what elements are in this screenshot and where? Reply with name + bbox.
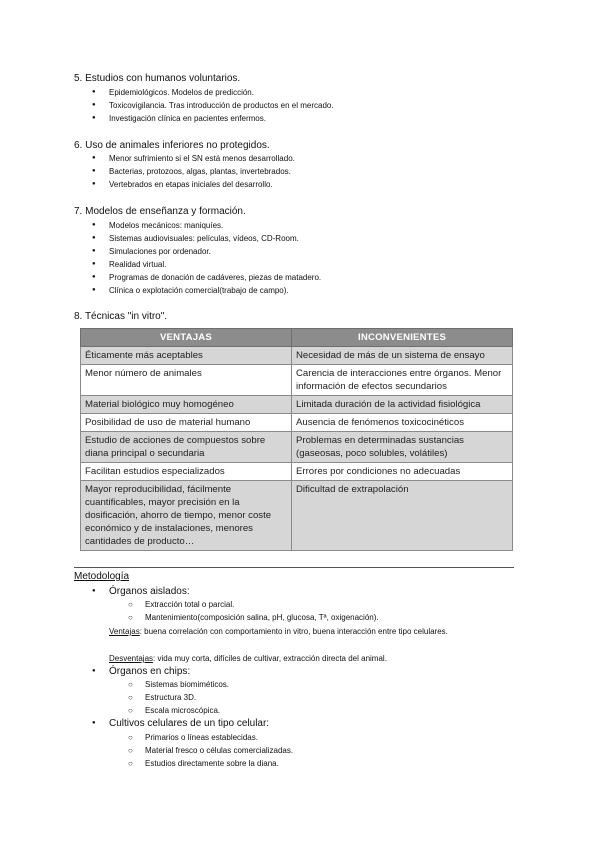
table-row [81, 481, 513, 551]
table-row [81, 365, 513, 396]
table-row [81, 396, 513, 414]
sub-list-item: ○ Mantenimiento(composición salina, pH, glucosa, Tª, oxigenación). [128, 613, 379, 622]
circle-bullet-icon: ○ [128, 746, 133, 755]
list-item: ● Bacterias, protozoos, algas, plantas, invertebrados. [92, 165, 295, 178]
list-item: ● Clínica o explotación comercial(trabajo de campo). [92, 284, 321, 297]
sub-list-item: ○ Estructura 3D. [128, 693, 197, 702]
table-cell: Necesidad de más de un sistema de ensayo [292, 347, 513, 365]
circle-bullet-icon: ○ [128, 693, 133, 702]
list-item: ● Realidad virtual. [92, 258, 321, 271]
bullet-icon: ● [92, 588, 96, 594]
list-item: ● Epidemiológicos. Modelos de predicción. [92, 86, 334, 99]
bullet-icon: ● [92, 720, 96, 726]
sub-list-item: ○ Escala microscópica. [128, 706, 221, 715]
section-divider [74, 567, 514, 568]
ventajas-paragraph [109, 625, 527, 638]
table-row [81, 463, 513, 481]
sub-list-item: ○ Material fresco o células comercializadas. [128, 746, 294, 755]
table-cell: Carencia de interacciones entre órganos. Menor información de efectos secundarios [292, 365, 513, 396]
table-cell: Mayor reproducibilidad, fácilmente cuantificables, mayor precisión en la dosificación, ahorro de tiempo, menor coste económico y de instalaciones, menores cantidades de producto… [81, 481, 292, 551]
circle-bullet-icon: ○ [128, 680, 133, 689]
table-cell: Menor número de animales [81, 365, 292, 396]
circle-bullet-icon: ○ [128, 759, 133, 768]
pros-cons-table [80, 328, 513, 551]
sub-list-item: ○ Primarios o líneas establecidas. [128, 733, 258, 742]
circle-bullet-icon: ○ [128, 600, 133, 609]
section-6-title: 6. Uso de animales inferiores no protegidos. [74, 140, 270, 151]
ventajas-label: Ventajas [109, 627, 140, 636]
table-cell: Facilitan estudios especializados [81, 463, 292, 481]
table-row [81, 414, 513, 432]
list-item: ● Toxicovigilancia. Tras introducción de productos en el mercado. [92, 99, 334, 112]
desventajas-paragraph [109, 652, 527, 665]
ventajas-text: : buena correlación con comportamiento in vitro, buena interacción entre tipo celulares. [139, 627, 448, 636]
sub-list-item: ○ Extracción total o parcial. [128, 600, 235, 609]
desventajas-label: Desventajas [109, 654, 154, 663]
table-cell: Errores por condiciones no adecuadas [292, 463, 513, 481]
list-item: ● Investigación clínica en pacientes enfermos. [92, 112, 334, 125]
table-cell: Material biológico muy homogéneo [81, 396, 292, 414]
table-cell: Éticamente más aceptables [81, 347, 292, 365]
methodology-title: Metodología [74, 571, 130, 582]
table-header-ventajas: VENTAJAS [81, 329, 292, 347]
circle-bullet-icon: ○ [128, 613, 133, 622]
bullet-icon: ● [92, 668, 96, 674]
list-item: ● Vertebrados en etapas iniciales del desarrollo. [92, 178, 295, 191]
list-item: ● Menor sufrimiento si el SN está menos desarrollado. [92, 152, 295, 165]
circle-bullet-icon: ○ [128, 733, 133, 742]
section-7-title: 7. Modelos de enseñanza y formación. [74, 206, 246, 217]
methodology-item-organos-chips: ● Órganos en chips: [92, 666, 191, 677]
section-5-title: 5. Estudios con humanos voluntarios. [74, 73, 241, 84]
circle-bullet-icon: ○ [128, 706, 133, 715]
table-cell: Problemas en determinadas sustancias (gaseosas, poco solubles, volátiles) [292, 432, 513, 463]
section-6-list [92, 152, 295, 191]
table-cell: Estudio de acciones de compuestos sobre diana principal o secundaria [81, 432, 292, 463]
methodology-item-organos-aislados: ● Órganos aislados: [92, 586, 190, 597]
sub-list-item: ○ Sistemas biomiméticos. [128, 680, 230, 689]
sub-list-item: ○ Estudios directamente sobre la diana. [128, 759, 279, 768]
table-row [81, 432, 513, 463]
list-item: ● Sistemas audiovisuales: películas, vídeos, CD-Room. [92, 232, 321, 245]
section-8-title: 8. Técnicas "in vitro". [74, 311, 168, 322]
section-5-list [92, 86, 334, 125]
list-item: ● Programas de donación de cadáveres, piezas de matadero. [92, 271, 321, 284]
table-cell: Posibilidad de uso de material humano [81, 414, 292, 432]
methodology-item-cultivos: ● Cultivos celulares de un tipo celular: [92, 718, 270, 729]
table-cell: Dificultad de extrapolación [292, 481, 513, 551]
table-cell: Limitada duración de la actividad fisiológica [292, 396, 513, 414]
list-item: ● Modelos mecánicos: maniquíes. [92, 219, 321, 232]
list-item: ● Simulaciones por ordenador. [92, 245, 321, 258]
section-7-list [92, 219, 321, 297]
table-row [81, 347, 513, 365]
table-cell: Ausencia de fenómenos toxicocinéticos [292, 414, 513, 432]
table-header-inconvenientes: INCONVENIENTES [292, 329, 513, 347]
desventajas-text: : vida muy corta, difíciles de cultivar, extracción directa del animal. [153, 654, 387, 663]
